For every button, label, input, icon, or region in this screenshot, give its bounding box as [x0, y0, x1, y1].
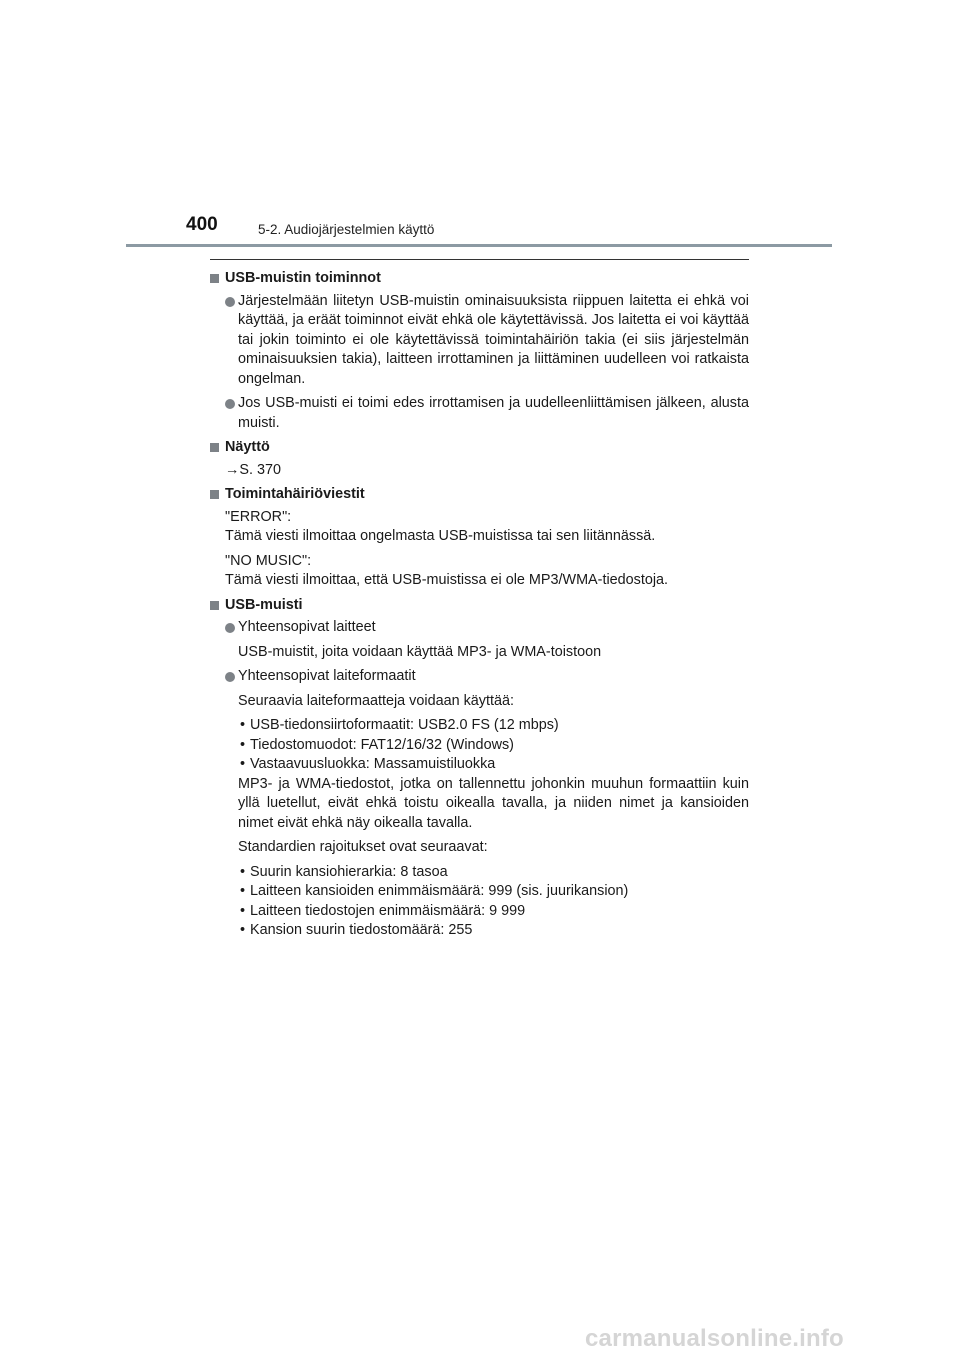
- heading-error-messages: Toimintahäiriöviestit: [210, 485, 749, 505]
- formats-intro: Seuraavia laiteformaatteja voidaan käyttää:: [238, 692, 514, 709]
- limits-list: [210, 863, 749, 941]
- list-item: • Tiedostomuodot: FAT12/16/32 (Windows): [240, 736, 514, 753]
- list-item: • USB-tiedonsiirtoformaatit: USB2.0 FS (12 mbps): [240, 717, 559, 733]
- bullet-item: Järjestelmään liitetyn USB-muistin ominaisuuksista riippuen laitetta ei ehkä voi käyttää, ja eräät toiminnot eivät ehkä ole käytettävissä. Jos laitetta ei voi käyttää tai jokin toiminto ei ole käytettävissä toimintahäiriön takia (ei siis järjestelmän ominaisuuksien takia), laitteen irrottaminen ja liittäminen uudelleen voi ratkaista ongelman.: [210, 292, 749, 390]
- formats-list: [210, 716, 749, 775]
- page-content: [210, 269, 749, 941]
- round-bullet-icon: [225, 297, 235, 307]
- message-no-music: "NO MUSIC": Tämä viesti ilmoittaa, että USB-muistissa ei ole MP3/WMA-tiedostoja.: [225, 552, 669, 588]
- page-reference: →S. 370: [225, 461, 281, 478]
- watermark: carmanualsonline.info: [585, 1325, 844, 1352]
- square-bullet-icon: [210, 274, 219, 283]
- round-bullet-icon: [225, 672, 235, 682]
- content-rule: [210, 259, 749, 260]
- bullet-item: Jos USB-muisti ei toimi edes irrottamisen ja uudelleenliittämisen jälkeen, alusta muisti.: [210, 394, 749, 433]
- heading-usb-functions: USB-muistin toiminnot: [210, 269, 749, 289]
- section-title: 5-2. Audiojärjestelmien käyttö: [258, 222, 435, 237]
- list-item: • Vastaavuusluokka: Massamuistiluokka: [240, 756, 496, 772]
- list-item: • Suurin kansiohierarkia: 8 tasoa: [240, 863, 448, 880]
- message-error: "ERROR": Tämä viesti ilmoittaa ongelmasta USB-muistissa tai sen liitännässä.: [225, 508, 656, 544]
- round-bullet-icon: [225, 623, 235, 633]
- heading-display: Näyttö: [210, 438, 749, 458]
- bullet-item: Yhteensopivat laitteet: [210, 618, 749, 638]
- square-bullet-icon: [210, 601, 219, 610]
- formats-note: MP3- ja WMA-tiedostot, jotka on tallennettu johonkin muuhun formaattiin kuin yllä luetellut, eivät ehkä toistu oikealla tavalla, ja niiden nimet ja kansioiden nimet eivät ehkä näy oikealla tavalla.: [238, 775, 749, 831]
- heading-usb-memory: USB-muisti: [210, 596, 749, 616]
- square-bullet-icon: [210, 443, 219, 452]
- list-item: • Kansion suurin tiedostomäärä: 255: [240, 922, 473, 938]
- header-rule: [126, 244, 832, 247]
- compatible-devices-text: USB-muistit, joita voidaan käyttää MP3- ja WMA-toistoon: [238, 643, 602, 660]
- list-item: • Laitteen kansioiden enimmäismäärä: 999 (sis. juurikansion): [240, 883, 629, 899]
- limits-intro: Standardien rajoitukset ovat seuraavat:: [238, 839, 488, 855]
- bullet-item: Yhteensopivat laiteformaatit: [210, 667, 749, 687]
- list-item: • Laitteen tiedostojen enimmäismäärä: 9 999: [240, 902, 526, 919]
- square-bullet-icon: [210, 490, 219, 499]
- page-number: 400: [186, 214, 218, 235]
- round-bullet-icon: [225, 399, 235, 409]
